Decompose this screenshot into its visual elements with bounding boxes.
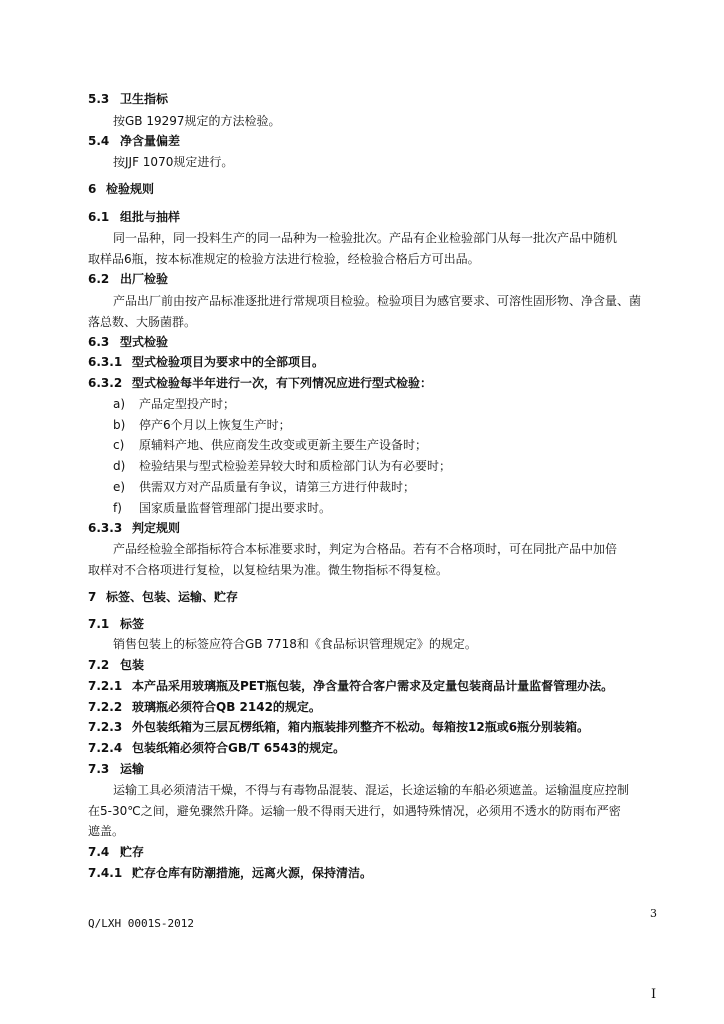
section-6-3-2: 6.3.2 型式检验每半年进行一次，有下列情况应进行型式检验： bbox=[88, 376, 433, 390]
section-7-3-para-line1: 运输工具必须清洁干燥，不得与有毒物品混装、混运，长途运输的车船必须遮盖。运输温度应控制 bbox=[113, 783, 630, 797]
list-item: b) 停产6个月以上恢复生产时； bbox=[113, 418, 291, 432]
section-6-heading: 6 检验规则 bbox=[88, 182, 155, 196]
list-item: d) 检验结果与型式检验差异较大时和质检部门认为有必要时； bbox=[113, 459, 452, 473]
section-6-3-heading: 6.3 型式检验 bbox=[88, 335, 169, 349]
list-item: a) 产品定型投产时； bbox=[113, 397, 236, 411]
section-6-1-para-line1: 同一品种，同一投料生产的同一品种为一检验批次。产品有企业检验部门从每一批次产品中随机 bbox=[113, 231, 618, 245]
section-7-2-2: 7.2.2 玻璃瓶必须符合QB 2142的规定。 bbox=[88, 700, 321, 714]
section-6-3-3-heading: 6.3.3 判定规则 bbox=[88, 521, 181, 535]
section-7-2-3: 7.2.3 外包装纸箱为三层瓦楞纸箱，箱内瓶装排列整齐不松动。每箱按12瓶或6瓶分别装箱。 bbox=[88, 720, 590, 734]
list-item: f) 国家质量监督管理部门提出要求时。 bbox=[113, 501, 332, 515]
section-6-3-3-para-line1: 产品经检验全部指标符合本标准要求时，判定为合格品。若有不合格项时，可在同批产品中加倍 bbox=[113, 542, 618, 556]
section-5-4-body: 按JJF 1070规定进行。 bbox=[113, 155, 234, 169]
section-7-1-heading: 7.1 标签 bbox=[88, 617, 145, 631]
section-5-3-body: 按GB 19297规定的方法检验。 bbox=[113, 114, 281, 128]
section-7-2-heading: 7.2 包装 bbox=[88, 658, 145, 672]
section-5-4-heading: 5.4 净含量偏差 bbox=[88, 134, 181, 148]
section-5-3-heading: 5.3 卫生指标 bbox=[88, 92, 169, 106]
section-6-2-heading: 6.2 出厂检验 bbox=[88, 272, 169, 286]
roman-page-number: I bbox=[651, 987, 657, 1002]
section-6-1-heading: 6.1 组批与抽样 bbox=[88, 210, 181, 224]
section-7-3-para-line2: 在5-30℃之间，避免骤然升降。运输一般不得雨天进行，如遇特殊情况，必须用不透水的防雨布严密 bbox=[88, 804, 621, 818]
section-6-3-3-para-line2: 取样对不合格项进行复检，以复检结果为准。微生物指标不得复检。 bbox=[88, 563, 449, 577]
section-7-2-4: 7.2.4 包装纸箱必须符合GB/T 6543的规定。 bbox=[88, 741, 346, 755]
section-7-heading: 7 标签、包装、运输、贮存 bbox=[88, 590, 239, 604]
list-item: c) 原辅料产地、供应商发生改变或更新主要生产设备时； bbox=[113, 438, 428, 452]
section-7-2-1: 7.2.1 本产品采用玻璃瓶及PET瓶包装，净含量符合客户需求及定量包装商品计量监督管理办法。 bbox=[88, 679, 614, 693]
section-6-2-para-line1: 产品出厂前由按产品标准逐批进行常规项目检验。检验项目为感官要求、可溶性固形物、净含量、菌 bbox=[113, 294, 642, 308]
section-7-1-body: 销售包装上的标签应符合GB 7718和《食品标识管理规定》的规定。 bbox=[113, 637, 477, 651]
section-6-2-para-line2: 落总数、大肠菌群。 bbox=[88, 315, 197, 329]
section-7-4-1: 7.4.1 贮存仓库有防潮措施，远离火源，保持清洁。 bbox=[88, 866, 373, 880]
section-6-3-1: 6.3.1 型式检验项目为要求中的全部项目。 bbox=[88, 355, 325, 369]
section-6-1-para-line2: 取样品6瓶，按本标准规定的检验方法进行检验，经检验合格后方可出品。 bbox=[88, 252, 480, 266]
section-7-3-heading: 7.3 运输 bbox=[88, 762, 145, 776]
document-code: Q/LXH 0001S-2012 bbox=[88, 917, 194, 930]
page-number: 3 bbox=[650, 907, 657, 920]
section-7-4-heading: 7.4 贮存 bbox=[88, 845, 145, 859]
list-item: e) 供需双方对产品质量有争议，请第三方进行仲裁时； bbox=[113, 480, 416, 494]
section-7-3-para-line3: 遮盖。 bbox=[88, 824, 125, 838]
